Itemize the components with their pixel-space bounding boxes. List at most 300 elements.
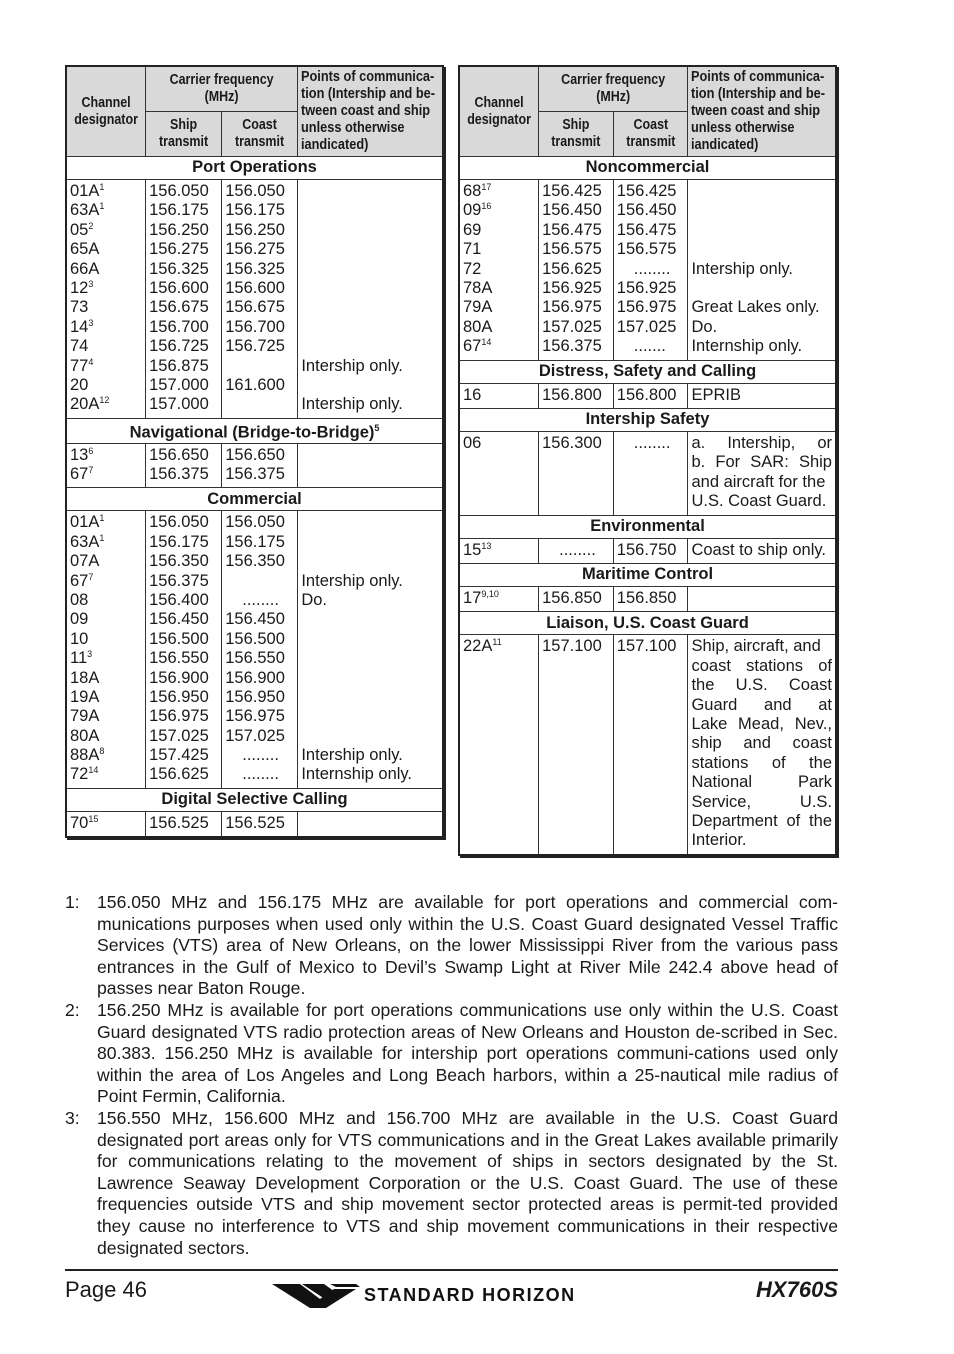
ship-frequency: 156.925 — [542, 278, 602, 297]
channel-designator — [463, 337, 535, 356]
coast-frequency: 156.175 — [225, 201, 285, 220]
note-text: Intership only. — [301, 746, 403, 765]
footnote-number: 3: — [65, 1107, 80, 1128]
section-title-text: Digital Selective Calling — [161, 790, 348, 809]
coast-frequency — [225, 395, 294, 414]
note-text — [691, 240, 832, 259]
note-text — [301, 610, 439, 629]
model-name: HX760S — [756, 1277, 838, 1302]
coast-frequency: ........ — [242, 590, 279, 609]
note-text — [301, 630, 439, 649]
channel-number: 14 — [70, 317, 89, 336]
section-header-row — [66, 157, 443, 180]
channel-designator — [463, 279, 535, 298]
note-text — [301, 513, 439, 532]
notes-cell — [298, 443, 443, 488]
channel-number: 19A — [70, 687, 100, 706]
channel-designator — [463, 240, 535, 259]
section-header-row — [459, 157, 836, 180]
ship-frequency: 156.950 — [149, 687, 209, 706]
ship-frequency: 156.325 — [149, 259, 209, 278]
channel-number: 63A — [70, 532, 100, 551]
coast-frequency: 156.850 — [616, 588, 677, 607]
note-line: Service, U.S. — [691, 792, 832, 811]
coast-frequency: 161.600 — [225, 375, 285, 394]
note-text — [301, 552, 439, 571]
note-text — [301, 649, 439, 668]
coast-frequency: 156.175 — [225, 532, 285, 551]
channel-designator — [70, 240, 142, 259]
note-text — [691, 589, 832, 608]
ship-frequency: 156.900 — [149, 668, 209, 687]
channel-designator — [70, 279, 142, 298]
channel-footnote-ref: 1 — [99, 182, 105, 192]
ship-frequency: 156.975 — [542, 298, 602, 317]
ship-frequency: ........ — [559, 540, 596, 559]
note-text: Intership only. — [301, 571, 403, 590]
coast-frequency — [225, 572, 294, 591]
notes-cell — [688, 383, 836, 408]
coast-freq-cell — [222, 180, 298, 419]
note-line: Ship, aircraft, and — [691, 637, 821, 656]
coast-frequency: 156.975 — [616, 298, 677, 317]
ship-freq-cell — [539, 180, 614, 361]
channel-footnote-ref: 17 — [481, 182, 492, 192]
channel-designator — [70, 688, 142, 707]
ship-frequency: 157.425 — [149, 746, 209, 765]
channel-footnote-ref: 1 — [99, 532, 105, 543]
ship-frequency: 156.675 — [149, 298, 209, 317]
channel-cell — [459, 383, 539, 408]
channel-designator — [70, 669, 142, 688]
note-text — [301, 221, 439, 240]
ship-frequency: 156.500 — [149, 629, 209, 648]
channel-number: 11 — [70, 649, 88, 668]
channel-footnote-ref: 3 — [88, 317, 94, 328]
ship-frequency: 156.450 — [542, 201, 602, 220]
note-text — [301, 446, 439, 465]
coast-frequency: 156.675 — [225, 298, 285, 317]
ship-frequency: 156.400 — [149, 590, 209, 609]
channel-number: 12 — [70, 278, 89, 297]
note-text — [301, 688, 439, 707]
notes-cell — [688, 180, 836, 361]
note-text — [691, 201, 832, 220]
footnote-text: 156.550 MHz, 156.600 MHz and 156.700 MHz are available in the U.S. Coast Guard designated port areas only for VTS communications and in the Great Lakes available primarily for communications relating to the movement of ships in sectors designated by the St. Lawrence Seaway Development Corporation or the U.S. Coast Guard. The use of these frequencies outside VTS and ship movement sector protected areas is permit-ted provided they cause no interference to VTS and ship movement communications in their respective designated sectors. — [97, 1107, 838, 1258]
coast-frequency: 156.450 — [225, 610, 285, 629]
coast-freq-cell — [613, 586, 688, 611]
coast-frequency: 156.975 — [225, 707, 285, 726]
channel-designator — [70, 318, 142, 337]
coast-frequency: 156.900 — [225, 668, 285, 687]
footer-divider — [65, 1269, 838, 1271]
channel-cell — [66, 180, 146, 419]
channel-number: 78A — [463, 278, 493, 297]
header-points: Points of communica-tion (Intership and be-tween coast and ship unless otherwise iandicated) — [688, 66, 836, 157]
coast-frequency: 156.500 — [225, 629, 285, 648]
channel-designator — [463, 386, 535, 405]
section-title-footnote: 5 — [374, 422, 380, 433]
notes-cell — [688, 635, 836, 855]
header-carrier: Carrier frequency (MHz) — [146, 66, 298, 112]
ship-frequency: 156.625 — [542, 259, 602, 278]
coast-frequency: 156.800 — [616, 385, 677, 404]
ship-frequency: 156.650 — [149, 445, 209, 464]
notes-cell — [688, 538, 836, 563]
channel-footnote-ref: 7 — [88, 464, 94, 475]
coast-freq-cell — [222, 811, 298, 837]
section-title-text: Port Operations — [192, 158, 317, 177]
channel-number: 69 — [463, 220, 482, 239]
channel-footnote-ref: 8 — [99, 746, 105, 757]
section-header-row — [66, 488, 443, 511]
footnote — [65, 892, 838, 1000]
section-title-text: Navigational (Bridge-to-Bridge) — [129, 423, 375, 442]
channel-number: 66A — [70, 259, 100, 278]
coast-frequency: ........ — [633, 433, 671, 452]
channel-number: 65A — [70, 240, 100, 259]
section-title — [66, 418, 443, 443]
note-text — [301, 201, 439, 220]
channel-cell — [66, 443, 146, 488]
channel-footnote-ref: 16 — [481, 201, 492, 212]
channel-designator — [70, 533, 142, 552]
right-table-body — [459, 157, 836, 855]
channel-cell — [459, 635, 539, 855]
channel-number: 09 — [70, 610, 89, 629]
channel-number: 07A — [70, 552, 100, 571]
coast-frequency: 156.600 — [225, 278, 285, 297]
coast-freq-cell — [613, 538, 688, 563]
channel-table-left — [65, 65, 444, 838]
note-text — [691, 221, 832, 240]
channel-designator — [70, 707, 142, 726]
coast-freq-cell — [222, 511, 298, 788]
channel-number: 08 — [70, 590, 89, 609]
coast-frequency: ....... — [633, 337, 666, 356]
channel-number: 72 — [463, 259, 482, 278]
coast-frequency: 156.725 — [225, 337, 285, 356]
ship-frequency: 156.550 — [149, 649, 209, 668]
coast-frequency — [225, 357, 294, 376]
section-header-row — [459, 612, 836, 635]
channel-designator — [463, 221, 535, 240]
channel-number: 88A — [70, 746, 100, 765]
note-text — [301, 533, 439, 552]
note-text — [301, 814, 439, 833]
ship-frequency: 156.800 — [542, 385, 602, 404]
channel-number: 13 — [70, 445, 89, 464]
note-text: Do. — [691, 317, 718, 336]
header-coast: Coast transmit — [222, 112, 298, 157]
channel-designator — [463, 260, 535, 279]
note-text — [301, 669, 439, 688]
section-header-row — [459, 563, 836, 586]
channel-footnote-ref: 2 — [88, 220, 94, 231]
coast-frequency: ........ — [242, 746, 279, 765]
channel-cell — [459, 180, 539, 361]
ship-frequency: 156.850 — [542, 588, 602, 607]
channel-number: 70 — [70, 813, 89, 832]
coast-frequency: 156.425 — [616, 182, 677, 200]
table-row — [459, 538, 836, 563]
ship-frequency: 156.375 — [542, 337, 602, 356]
header-carrier: Carrier frequency (MHz) — [539, 66, 688, 112]
coast-frequency: 156.275 — [225, 240, 285, 259]
ship-frequency: 157.025 — [149, 726, 209, 745]
channel-designator — [70, 572, 142, 591]
channel-number: 17 — [463, 588, 482, 607]
note-line: coast stations of — [691, 656, 832, 675]
notes-cell — [298, 811, 443, 837]
channel-designator — [70, 610, 142, 629]
note-text — [301, 182, 439, 201]
table-row — [66, 811, 443, 837]
note-text: Intership only. — [691, 259, 793, 278]
table-row — [459, 635, 836, 855]
channel-number: 77 — [70, 356, 89, 375]
channel-footnote-ref: 14 — [88, 765, 99, 776]
channel-footnote-ref: 3 — [88, 278, 94, 289]
channel-table-right — [458, 65, 837, 856]
table-row — [459, 180, 836, 361]
channel-designator — [70, 814, 142, 833]
channel-number: 18A — [70, 668, 100, 687]
channel-designator — [70, 746, 142, 765]
ship-freq-cell — [146, 180, 222, 419]
section-header-row — [459, 408, 836, 431]
note-text: EPRIB — [691, 385, 741, 404]
ship-frequency: 156.175 — [149, 201, 209, 220]
ship-frequency: 156.975 — [149, 707, 209, 726]
channel-number: 63A — [70, 201, 100, 220]
channel-footnote-ref: 7 — [88, 571, 94, 582]
coast-frequency: 156.550 — [225, 649, 285, 668]
note-text — [691, 279, 832, 298]
channel-designator — [70, 298, 142, 317]
channel-number: 06 — [463, 433, 482, 452]
channel-designator — [70, 395, 142, 414]
notes-cell — [298, 180, 443, 419]
footnote-text: 156.050 MHz and 156.175 MHz are available for port operations and commercial com-munications purposes when used only within the U.S. Coast Guard designated Vessel Traffic Services (VTS) area of New Orleans, on the lower Mississippi River from the various pass entrances in the Gulf of Mexico to Devil’s Swamp Light at River Mile 242.4 above head of passes near Baton Rouge. — [97, 892, 838, 999]
channel-designator — [70, 465, 142, 484]
header-channel: Channel designator — [459, 66, 539, 157]
channel-number: 67 — [70, 571, 89, 590]
channel-number: 15 — [463, 540, 482, 559]
channel-number: 74 — [70, 337, 89, 356]
channel-number: 20 — [70, 375, 89, 394]
ship-frequency: 157.025 — [542, 317, 602, 336]
channel-number: 72 — [70, 765, 89, 784]
note-text: Great Lakes only. — [691, 298, 820, 317]
note-text: Internship only. — [301, 765, 413, 784]
ship-freq-cell — [539, 635, 614, 855]
channel-number: 01A — [70, 182, 100, 200]
note-text — [301, 376, 439, 395]
channel-designator — [463, 201, 535, 220]
channel-number: 68 — [463, 182, 482, 200]
section-title — [459, 157, 836, 180]
footnote-number: 1: — [65, 892, 80, 912]
footnotes — [65, 892, 838, 1259]
footnote-text: 156.250 MHz is available for port operations communications use only within the U.S. Coast Guard designated VTS radio protection areas of New Orleans and Houston de-scribed in Sec. 80.383. 156.250 MHz is available for intership port operations communi-cations used only within the area of Los Angeles and Long Beach harbors, within a 25-nautical mile radius of Point Fermin, California. — [97, 999, 838, 1107]
channel-designator — [70, 182, 142, 201]
channel-cell — [459, 431, 539, 515]
coast-frequency: 156.950 — [225, 687, 285, 706]
channel-number: 10 — [70, 629, 89, 648]
note-text: Intership only. — [301, 356, 403, 375]
coast-freq-cell — [613, 635, 688, 855]
notes-cell — [688, 586, 836, 611]
channel-cell — [66, 511, 146, 788]
ship-frequency: 157.000 — [149, 395, 209, 414]
ship-freq-cell — [539, 586, 614, 611]
channel-cell — [459, 586, 539, 611]
ship-frequency: 156.250 — [149, 220, 209, 239]
table-row — [66, 180, 443, 419]
note-text — [301, 298, 439, 317]
table-row — [66, 511, 443, 788]
channel-designator — [70, 591, 142, 610]
coast-frequency: 156.350 — [225, 552, 285, 571]
note-line: the U.S. Coast — [691, 676, 832, 695]
section-title-text: Liaison, U.S. Coast Guard — [546, 613, 749, 632]
channel-footnote-ref: 12 — [99, 395, 110, 406]
section-header-row — [459, 360, 836, 383]
coast-frequency: 156.250 — [225, 220, 285, 239]
coast-frequency: 156.475 — [616, 220, 677, 239]
note-line: Guard and at — [691, 695, 832, 714]
channel-number: 09 — [463, 201, 482, 220]
table-row — [66, 443, 443, 488]
footnote — [65, 1108, 838, 1259]
channel-cell — [459, 538, 539, 563]
ship-frequency: 156.050 — [149, 513, 209, 532]
channel-footnote-ref: 13 — [481, 540, 492, 551]
coast-freq-cell — [222, 443, 298, 488]
coast-frequency: 156.925 — [616, 278, 677, 297]
channel-number: 80A — [463, 317, 493, 336]
channel-number: 79A — [463, 298, 493, 317]
ship-frequency: 156.375 — [149, 464, 209, 483]
channel-designator — [70, 337, 142, 356]
note-text — [691, 182, 832, 201]
note-line: Department of the — [691, 811, 832, 830]
coast-frequency: 157.025 — [616, 317, 677, 336]
coast-frequency: 156.650 — [225, 445, 285, 464]
section-title — [459, 515, 836, 538]
section-title — [459, 612, 836, 635]
section-title — [459, 360, 836, 383]
channel-number: 22A — [463, 637, 493, 656]
ship-freq-cell — [539, 431, 614, 515]
channel-footnote-ref: 1 — [99, 513, 105, 524]
note-text: Internship only. — [691, 337, 803, 356]
channel-designator — [70, 446, 142, 465]
note-line: Lake Mead, Nev., — [691, 714, 832, 733]
channel-designator — [70, 376, 142, 395]
coast-frequency: 156.450 — [616, 201, 677, 220]
coast-frequency: 156.050 — [225, 513, 285, 532]
channel-designator — [70, 260, 142, 279]
note-text — [301, 707, 439, 726]
ship-frequency: 156.725 — [149, 337, 209, 356]
coast-frequency: 157.100 — [616, 637, 677, 656]
section-title-text: Environmental — [590, 516, 705, 535]
channel-footnote-ref: 6 — [88, 445, 94, 456]
table-row — [459, 431, 836, 515]
channel-designator — [70, 649, 142, 668]
channel-number: 67 — [70, 464, 89, 483]
ship-frequency: 156.300 — [542, 433, 602, 452]
channel-footnote-ref: 15 — [88, 813, 99, 824]
coast-frequency: 156.050 — [225, 182, 285, 200]
note-line: U.S. Coast Guard. — [691, 492, 827, 511]
channel-number: 01A — [70, 513, 100, 532]
channel-designator — [70, 201, 142, 220]
ship-freq-cell — [146, 443, 222, 488]
notes-cell — [298, 511, 443, 788]
channel-footnote-ref: 14 — [481, 337, 492, 348]
table-row — [459, 383, 836, 408]
note-line: National Park — [691, 773, 832, 792]
section-title — [66, 157, 443, 180]
footnote — [65, 1000, 838, 1108]
coast-freq-cell — [613, 431, 688, 515]
note-text — [301, 318, 439, 337]
ship-frequency: 156.875 — [149, 356, 209, 375]
channel-designator — [463, 318, 535, 337]
ship-freq-cell — [146, 511, 222, 788]
note-line: ship and coast — [691, 734, 832, 753]
coast-freq-cell — [613, 383, 688, 408]
brand-name: STANDARD HORIZON — [364, 1285, 576, 1305]
section-header-row — [66, 418, 443, 443]
coast-frequency: ........ — [633, 259, 671, 278]
note-line: Interior. — [691, 831, 747, 850]
section-title — [66, 788, 443, 811]
ship-frequency: 156.575 — [542, 240, 602, 259]
ship-frequency: 157.100 — [542, 637, 602, 656]
footnote-number: 2: — [65, 999, 80, 1020]
coast-frequency: 156.575 — [616, 240, 677, 259]
channel-designator — [463, 637, 535, 656]
coast-frequency: 156.700 — [225, 317, 285, 336]
channel-number: 73 — [70, 298, 89, 317]
channel-number: 80A — [70, 726, 100, 745]
section-title — [66, 488, 443, 511]
section-title-text: Commercial — [207, 489, 302, 508]
channel-designator — [70, 727, 142, 746]
ship-frequency: 156.375 — [149, 571, 209, 590]
section-title-text: Intership Safety — [585, 410, 710, 429]
coast-frequency: 156.750 — [616, 540, 677, 559]
ship-frequency: 156.350 — [149, 552, 209, 571]
section-title-text: Noncommercial — [585, 158, 710, 177]
notes-cell — [688, 431, 836, 515]
ship-frequency: 156.050 — [149, 182, 209, 200]
note-text — [301, 727, 439, 746]
header-ship: Ship transmit — [539, 112, 614, 157]
ship-freq-cell — [146, 811, 222, 837]
channel-designator — [70, 765, 142, 784]
coast-frequency: 156.325 — [225, 259, 285, 278]
channel-designator — [70, 552, 142, 571]
ship-frequency: 156.600 — [149, 278, 209, 297]
ship-frequency: 157.000 — [149, 375, 209, 394]
note-text — [301, 279, 439, 298]
channel-designator — [463, 434, 535, 453]
